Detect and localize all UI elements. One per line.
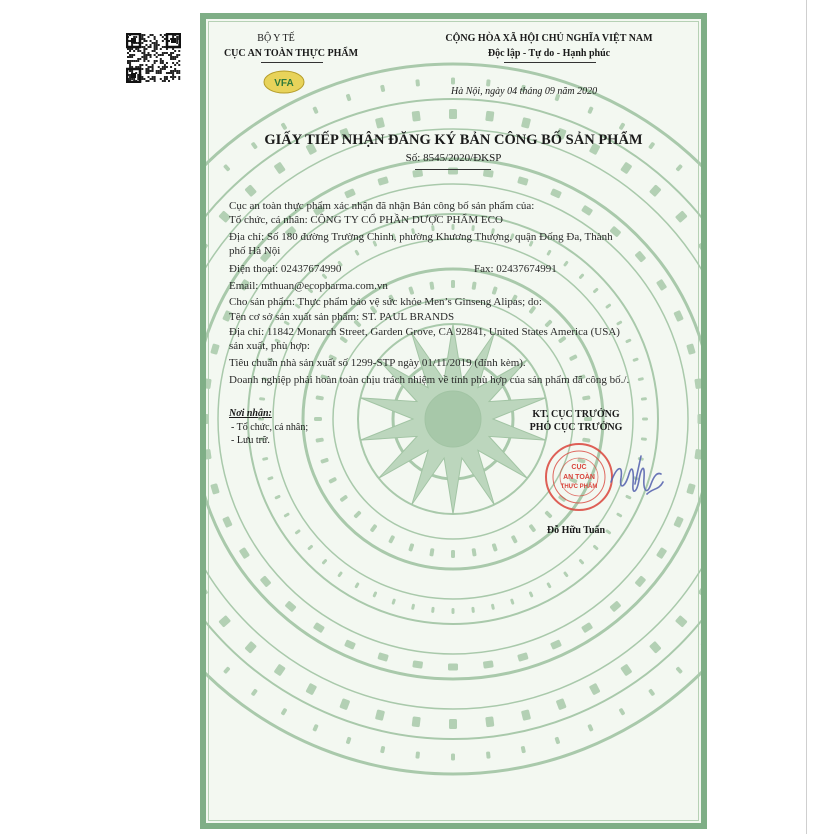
vfa-logo <box>262 69 306 95</box>
responsibility-line: Doanh nghiệp phải hoàn toàn chịu trách nhiệm về tính phù hợp của sản phẩm đã công bố./. <box>229 374 630 386</box>
recipient-item: - Tổ chức, cá nhân; <box>231 422 309 433</box>
recipient-item: - Lưu trữ. <box>231 435 270 446</box>
svg-text:CỤC: CỤC <box>571 464 587 471</box>
svg-text:AN TOÀN: AN TOÀN <box>563 474 595 481</box>
address-line-2: phố Hà Nội <box>229 245 281 257</box>
document-number: Số: 8545/2020/ĐKSP <box>405 152 502 164</box>
address-line-1: Địa chỉ: Số 180 đường Trường Chinh, phường Khương Thượng, quận Đống Đa, Thành <box>229 231 613 243</box>
signer-name: Đỗ Hữu Tuấn <box>546 525 606 536</box>
signer-title: PHÓ CỤC TRƯỞNG <box>529 422 623 433</box>
email-line: Email: mthuan@ecopharma.com.vn <box>229 280 388 292</box>
standard-line: Tiêu chuẩn nhà sản xuất số 1299-STP ngày 01/11/2019 (đính kèm). <box>229 357 526 369</box>
title-underline <box>415 169 491 170</box>
issue-date: Hà Nội, ngày 04 tháng 09 năm 2020 <box>451 86 598 97</box>
agency-underline <box>261 62 323 63</box>
recipients-label: Nơi nhận: <box>229 408 272 419</box>
manufacturer-note-line: sản xuất, phù hợp: <box>229 340 310 352</box>
manufacturer-line: Tên cơ sở sản xuất sản phẩm: ST. PAUL BRANDS <box>229 311 455 323</box>
product-line: Cho sản phẩm: Thực phẩm bảo vệ sức khỏe Men’s Ginseng Alipas; do: <box>229 296 542 308</box>
certificate-document <box>200 13 707 829</box>
manufacturer-address-line: Địa chỉ: 11842 Monarch Street, Garden Grove, CA 92841, United States America (USA) <box>229 326 620 338</box>
country-name: CỘNG HÒA XÃ HỘI CHỦ NGHĨA VIỆT NAM <box>445 33 653 44</box>
motto-underline <box>504 62 596 63</box>
national-motto: Độc lập - Tự do - Hạnh phúc <box>487 48 611 59</box>
phone-line: Điện thoại: 02437674990 <box>229 263 342 275</box>
document-title: GIẤY TIẾP NHẬN ĐĂNG KÝ BẢN CÔNG BỐ SẢN PHẨM <box>264 132 643 148</box>
fax-line: Fax: 02437674991 <box>474 263 557 275</box>
qr-code <box>126 33 181 83</box>
ministry-name: BỘ Y TẾ <box>257 33 295 44</box>
handwritten-signature <box>601 444 671 514</box>
page-edge-line <box>806 0 807 834</box>
organization-line: Tổ chức, cá nhân: CÔNG TY CỔ PHẦN DƯỢC PHẨM ECO <box>229 214 503 226</box>
svg-text:THỰC PHẨM: THỰC PHẨM <box>560 484 598 490</box>
agency-name: CỤC AN TOÀN THỰC PHẨM <box>223 48 359 59</box>
intro-line: Cục an toàn thực phẩm xác nhận đã nhận Bản công bố sản phẩm của: <box>229 200 535 212</box>
svg-text:VFA: VFA <box>274 78 294 89</box>
signer-authority: KT. CỤC TRƯỞNG <box>532 409 620 420</box>
